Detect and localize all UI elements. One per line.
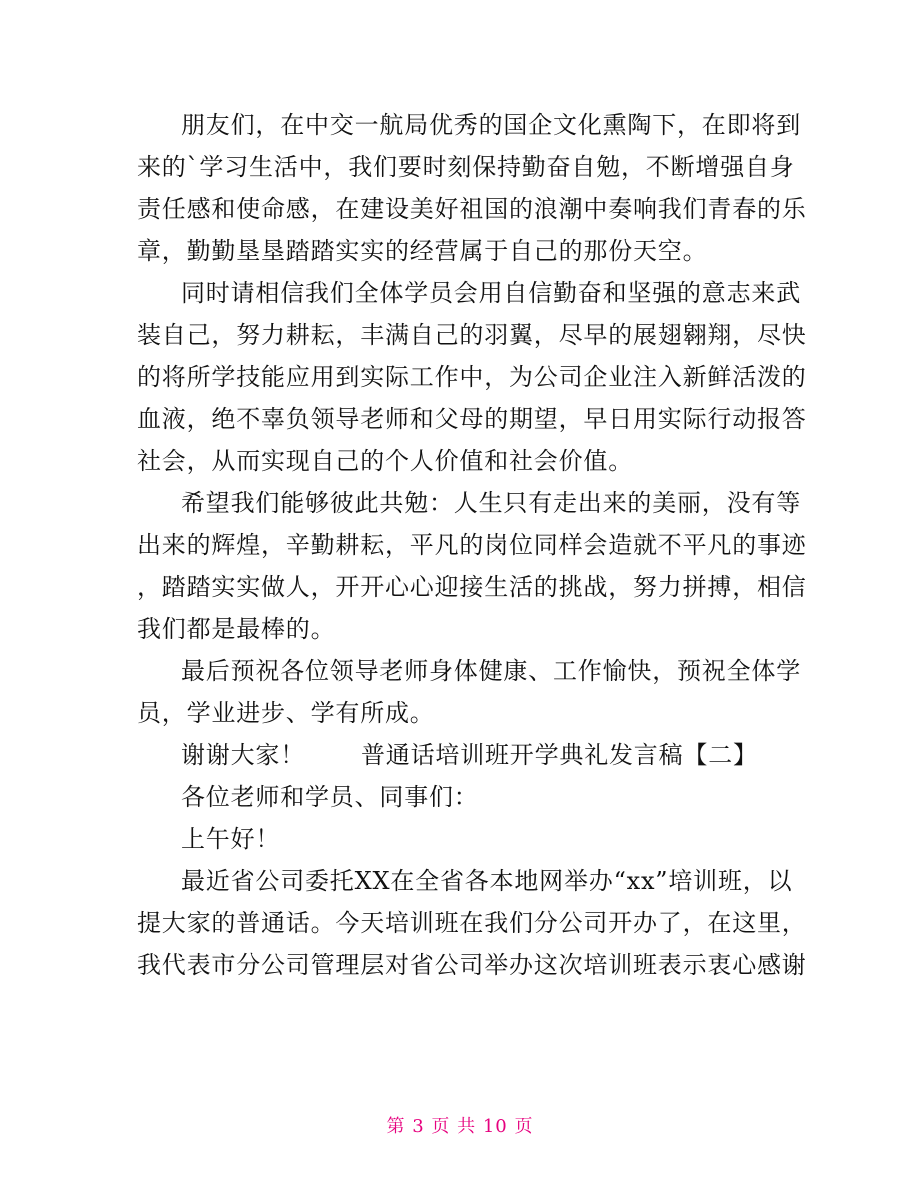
- salutation: 各位老师和学员、同事们：: [181, 783, 479, 811]
- text-line: 装自己，努力耕耘，丰满自己的羽翼，尽早的展翅翱翔，尽快: [137, 321, 807, 349]
- text-line: 希望我们能够彼此共勉：人生只有走出来的美丽，没有等: [181, 489, 801, 517]
- text-line: 我代表市分公司管理层对省公司举办这次培训班表示衷心感谢: [137, 951, 807, 979]
- paragraph-trust: [137, 272, 807, 482]
- greeting: 上午好！: [181, 825, 281, 853]
- text-line: 的将所学技能应用到实际工作中，为公司企业注入新鲜活泼的: [137, 363, 807, 391]
- text-line: 员，学业进步、学有所成。: [137, 699, 435, 727]
- text-line: 同时请相信我们全体学员会用自信勤奋和坚强的意志来武: [181, 279, 801, 307]
- section-heading: 普通话培训班开学典礼发言稿【二】: [361, 741, 758, 769]
- document-body: [137, 104, 807, 986]
- text-line: 最后预祝各位领导老师身体健康、工作愉快，预祝全体学: [181, 657, 801, 685]
- page-number-footer: 第 3 页 共 10 页: [386, 1116, 534, 1137]
- text-line: ，踏踏实实做人，开开心心迎接生活的挑战，努力拼搏，相信: [137, 573, 807, 601]
- text-line: 提大家的普通话。今天培训班在我们分公司开办了，在这里，: [137, 909, 807, 937]
- text-line: 章，勤勤垦垦踏踏实实的经营属于自己的那份天空。: [137, 237, 708, 265]
- paragraph-friends: [137, 104, 807, 272]
- paragraph-wishes: [137, 650, 801, 734]
- paragraph-announcement: [137, 860, 807, 986]
- text-line: 责任感和使命感，在建设美好祖国的浪潮中奏响我们青春的乐: [137, 195, 807, 223]
- text-line: 血液，绝不辜负领导老师和父母的期望，早日用实际行动报答: [137, 405, 807, 433]
- thanks-and-heading-line: [137, 734, 787, 776]
- text-line: 最近省公司委托XX在全省各本地网举办“xx”培训班，以: [181, 867, 793, 895]
- text-line: 来的`学习生活中，我们要时刻保持勤奋自勉，不断增强自身: [137, 153, 795, 181]
- text-line: 出来的辉煌，辛勤耕耘，平凡的岗位同样会造就不平凡的事迹: [137, 531, 807, 559]
- thanks-text: 谢谢大家！: [181, 741, 305, 769]
- text-line: 朋友们，在中交一航局优秀的国企文化熏陶下，在即将到: [181, 111, 801, 139]
- text-line: 我们都是最棒的。: [137, 615, 336, 643]
- text-line: 社会，从而实现自己的个人价值和社会价值。: [137, 447, 633, 475]
- paragraph-encourage: [137, 482, 807, 650]
